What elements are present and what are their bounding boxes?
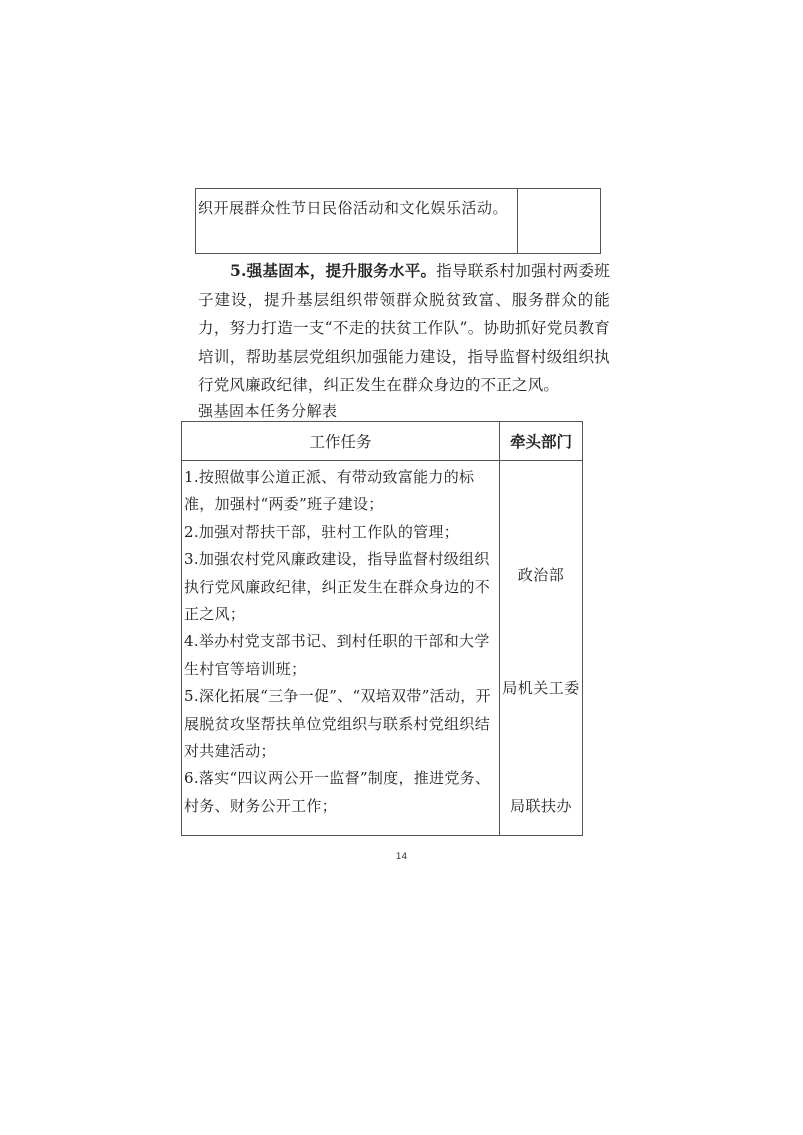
task-item-3: 3.加强农村党风廉政建设，指导监督村级组织执行党风廉政纪律，纠正发生在群众身边的不正之风；	[184, 550, 491, 624]
departments-cell	[500, 461, 583, 836]
section-heading: 5.强基固本，提升服务水平。	[230, 261, 437, 280]
task-item-4: 4.举办村党支部书记、到村任职的干部和大学生村官等培训班；	[184, 632, 490, 678]
header-task: 工作任务	[182, 422, 500, 461]
task-item-5: 5.深化拓展“三争一促”、“双培双带”活动，开展脱贫攻坚帮扶单位党组织与联系村党组织结对共建活动；	[184, 687, 491, 761]
continuation-table	[195, 188, 601, 254]
section-body: 指导联系村加强村两委班子建设，提升基层组织带领群众脱贫致富、服务群众的能力，努力打造一支“不走的扶贫工作队”。协助抓好党员教育培训，帮助基层党组织加强能力建设，指导监督村级组织执行党风廉政纪律，纠正发生在群众身边的不正之风。	[198, 262, 611, 394]
header-department: 牵头部门	[500, 422, 583, 461]
task-breakdown-table	[181, 421, 583, 836]
task-item-1: 1.按照做事公道正派、有带动致富能力的标准，加强村“两委”班子建设；	[184, 468, 475, 514]
tasks-cell	[182, 461, 500, 836]
continuation-cell: 织开展群众性节日民俗活动和文化娱乐活动。	[196, 189, 518, 253]
section-paragraph	[198, 257, 610, 400]
task-item-2: 2.加强对帮扶干部，驻村工作队的管理；	[184, 522, 460, 541]
continuation-empty-cell	[518, 189, 600, 253]
table-header-row	[182, 422, 583, 461]
table-row	[182, 461, 583, 836]
department-2: 局机关工委	[502, 679, 580, 697]
table-caption: 强基固本任务分解表	[198, 402, 338, 420]
department-1: 政治部	[517, 566, 565, 584]
department-3: 局联扶办	[509, 797, 572, 815]
task-item-6: 6.落实“四议两公开一监督”制度，推进党务、村务、财务公开工作；	[184, 769, 491, 815]
page-number: 14	[395, 852, 408, 862]
